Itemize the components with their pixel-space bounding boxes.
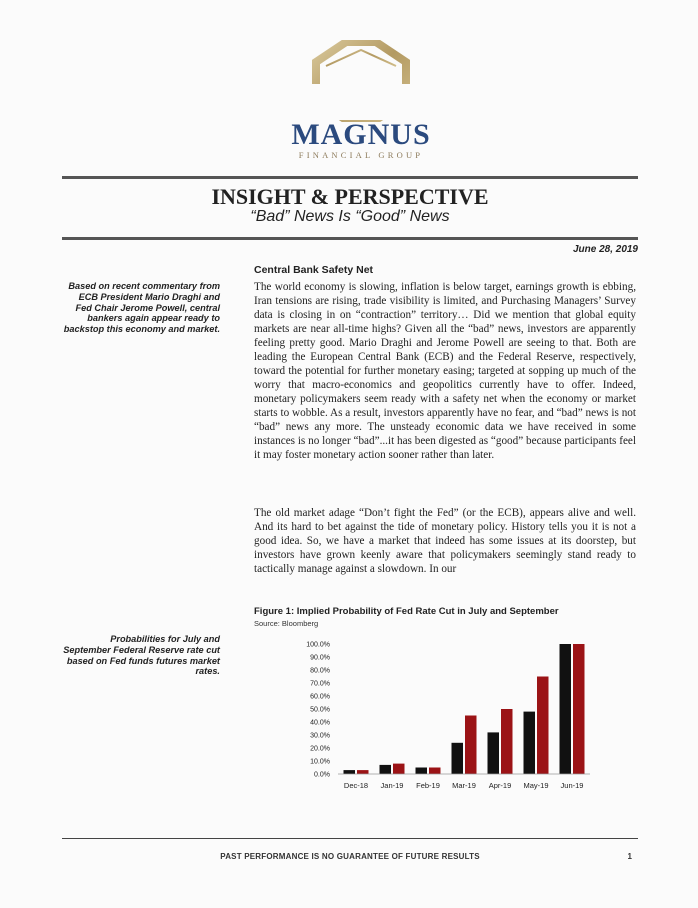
publication-date: June 28, 2019 bbox=[572, 244, 638, 255]
bar-july-may-19 bbox=[524, 712, 536, 774]
y-tick-label: 90.0% bbox=[310, 654, 330, 662]
bar-july-mar-19 bbox=[452, 743, 464, 774]
page-number: 1 bbox=[627, 852, 632, 861]
bar-september-dec-18 bbox=[357, 770, 369, 774]
x-tick-label: Apr-19 bbox=[488, 781, 512, 790]
x-tick-label: Mar-19 bbox=[452, 781, 476, 790]
x-axis-labels bbox=[344, 781, 584, 790]
header-rule-bottom bbox=[62, 237, 638, 240]
logo-tagline: FINANCIAL GROUP bbox=[298, 150, 424, 160]
y-tick-label: 60.0% bbox=[310, 693, 330, 701]
figure-title: Figure 1: Implied Probability of Fed Rate Cut in July and September bbox=[254, 606, 559, 617]
bar-july-jun-19 bbox=[560, 644, 572, 774]
bar-september-may-19 bbox=[537, 677, 549, 775]
x-tick-label: Jan-19 bbox=[380, 781, 404, 790]
article-paragraph-2: The old market adage “Don’t fight the Fed” (or the ECB), appears alive and well. And its hard to bet against the tide of monetary policy. History tells you it is not a good idea. So, we have a market that indeed has some issues at its doorstep, but investors have grown keenly aware that policymakers seemingly stand ready to tactically manage against a slowdown. In our bbox=[254, 507, 636, 575]
figure-source: Source: Bloomberg bbox=[254, 619, 319, 628]
bar-september-jun-19 bbox=[573, 644, 585, 774]
magnus-logo bbox=[286, 40, 436, 160]
bar-september-apr-19 bbox=[501, 709, 513, 774]
y-tick-label: 50.0% bbox=[310, 706, 330, 714]
y-tick-label: 70.0% bbox=[310, 680, 330, 688]
bar-july-apr-19 bbox=[488, 732, 500, 774]
page-title: INSIGHT & PERSPECTIVE bbox=[211, 184, 489, 209]
logo-emblem-icon bbox=[286, 40, 436, 122]
header-rule-top bbox=[62, 176, 638, 179]
chart-bars bbox=[344, 644, 585, 774]
x-tick-label: Dec-18 bbox=[343, 781, 369, 790]
page-subtitle: “Bad” News Is “Good” News bbox=[250, 208, 450, 225]
y-tick-label: 10.0% bbox=[310, 758, 330, 766]
y-axis-labels bbox=[306, 642, 330, 779]
section-heading: Central Bank Safety Net bbox=[254, 264, 374, 276]
bar-september-jan-19 bbox=[393, 764, 405, 774]
sidebar-note-probabilities: Probabilities for July and September Federal Reserve rate cut based on Fed funds futures market rates. bbox=[63, 634, 220, 677]
footer-disclaimer: PAST PERFORMANCE IS NO GUARANTEE OF FUTURE RESULTS bbox=[220, 852, 480, 861]
y-tick-label: 30.0% bbox=[310, 732, 330, 740]
rate-cut-probability-chart bbox=[290, 636, 610, 804]
logo-wordmark: MAGNUS bbox=[291, 118, 431, 151]
sidebar-note-central-bank: Based on recent commentary from ECB President Mario Draghi and Fed Chair Jerome Powell, central bankers again appear ready to backstop this economy and market. bbox=[63, 281, 220, 335]
y-tick-label: 100.0% bbox=[306, 641, 330, 649]
bar-september-mar-19 bbox=[465, 716, 477, 775]
y-tick-label: 80.0% bbox=[310, 667, 330, 675]
article-paragraph-1: The world economy is slowing, inflation is below target, earnings growth is ebbing, Iran tensions are rising, trade visibility is limited, and Purchasing Managers’ Survey data is closing in on “contraction” territory… Did we mention that global equity markets are near all-time highs? Given all the “bad” news, investors are apparently feeling pretty good. Mario Draghi and Jerome Powell are seeing to that. Both are leading the European Central Bank (ECB) and the Federal Reserve, respectively, toward the potential for further monetary easing; targeted at sopping up much of the worry that macro-economics and geopolitics currently have to offer. Indeed, monetary policymakers seem ready with a safety net when the economy or market starts to wobble. As a result, investors apparently have no fear, and “bad” news is not “bad” news any more. The unsteady economic data we have received in some instances is no longer “bad”...it has been digested as “good” because participants feel it may foster monetary action sooner rather than later. bbox=[254, 281, 636, 461]
x-tick-label: Feb-19 bbox=[416, 781, 440, 790]
x-tick-label: Jun-19 bbox=[560, 781, 584, 790]
bar-july-dec-18 bbox=[344, 770, 356, 774]
y-tick-label: 40.0% bbox=[310, 719, 330, 727]
footer-rule bbox=[62, 838, 638, 839]
y-tick-label: 0.0% bbox=[314, 771, 330, 779]
x-tick-label: May-19 bbox=[523, 781, 549, 790]
bar-september-feb-19 bbox=[429, 768, 441, 775]
y-tick-label: 20.0% bbox=[310, 745, 330, 753]
bar-july-feb-19 bbox=[416, 768, 428, 775]
bar-july-jan-19 bbox=[380, 765, 392, 774]
